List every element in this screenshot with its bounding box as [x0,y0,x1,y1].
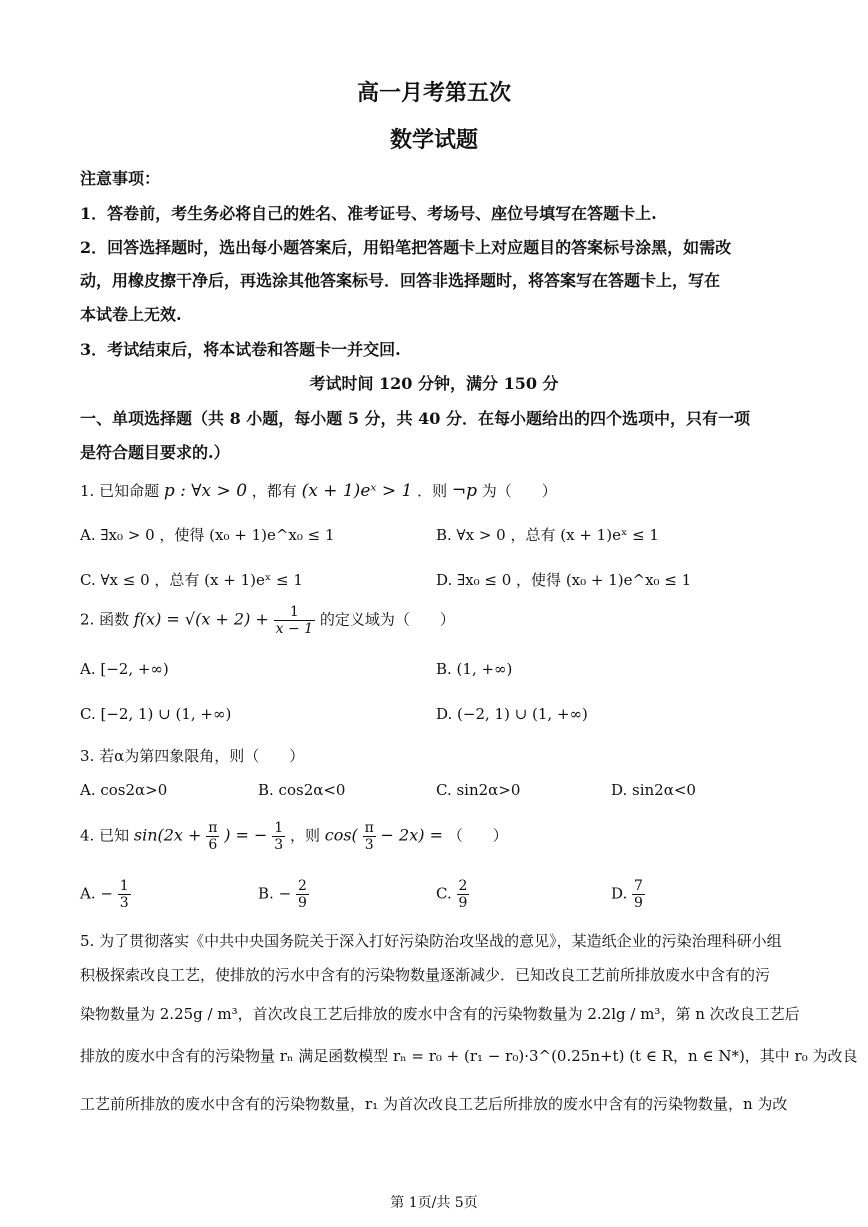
q4-option-a-sign: − [100,884,113,903]
question-2-stem [80,604,455,637]
q2-option-b: B. (1, +∞) [436,660,513,678]
section-1-line-2: 是符合题目要求的.） [80,443,230,462]
q4-option-b-denominator: 9 [297,895,307,911]
q3-option-b: B. cos2α<0 [258,781,346,799]
q4-option-c-label: C. [436,884,452,903]
q1-post: ．则 [417,482,448,500]
q4-option-b [258,878,309,911]
q3-option-a: A. cos2α>0 [80,781,168,799]
notice-item-2-line-3: 本试卷上无效. [80,305,182,324]
q2-option-a: A. [−2, +∞) [80,660,169,678]
section-1-line-1: 一、单项选择题（共 8 小题，每小题 5 分，共 40 分．在每小题给出的四个选项中，只有一项 [80,409,750,428]
q4-six-denominator: 6 [208,837,218,853]
q1-option-a: A. ∃x₀ > 0 ，使得 (x₀ + 1)e^x₀ ≤ 1 [80,526,335,544]
q1-negation: ¬p [451,481,477,501]
q4-option-d-numerator: 7 [634,878,643,894]
q1-option-b: B. ∀x > 0 ，总有 (x + 1)eˣ ≤ 1 [436,526,659,544]
q2-fraction-numerator: 1 [274,604,315,621]
question-5-line-2: 积极探索改良工艺，使排放的污水中含有的污染物数量逐渐减少．已知改良工艺前所排放废水中含有的污 [80,966,771,984]
q4-tail: （ ） [447,826,508,845]
q1-pre: 1. 已知命题 [80,482,160,500]
q3-option-d: D. sin2α<0 [611,781,696,799]
notice-item-3: 3．考试结束后，将本试卷和答题卡一并交回. [80,340,401,359]
q4-option-b-fraction [296,878,309,911]
q2-expression: f(x) = √(x + 2) + [133,609,269,629]
q4-option-b-sign: − [278,884,292,903]
q4-pi2-numerator: π [364,820,374,836]
q4-option-c [436,878,469,911]
q4-option-b-label: B. [258,884,274,903]
q1-proposition: p : ∀x > 0 [163,481,248,501]
exam-subject-title: 数学试题 [389,127,478,153]
q4-option-d-fraction [632,878,645,911]
q4-option-d-denominator: 9 [634,895,643,911]
q4-pre: 4. 已知 [80,826,130,845]
notice-item-2-line-2: 动，用橡皮擦干净后，再选涂其他答案标号．回答非选择题时，将答案写在答题卡上，写在 [80,271,721,290]
q4-pi-over-6 [206,820,219,853]
q4-option-a-denominator: 3 [119,895,129,911]
exam-title: 高一月考第五次 [356,80,511,106]
q4-pi-numerator: π [208,820,218,836]
q4-option-c-denominator: 9 [458,895,468,911]
q4-mid: ，则 [289,826,320,845]
q2-tail: 的定义域为（ ） [319,610,455,629]
q4-option-c-numerator: 2 [458,878,468,894]
q4-sin-suffix: ) = − [224,825,268,845]
q4-option-a [80,878,131,911]
q2-option-d: D. (−2, 1) ∪ (1, +∞) [436,705,588,723]
q2-pre: 2. 函数 [80,610,130,629]
q4-one-numerator: 1 [274,820,284,836]
q3-option-c: C. sin2α>0 [436,781,521,799]
question-5-line-5: 工艺前所排放的废水中含有的污染物数量，r₁ 为首次改良工艺后所排放的废水中含有的污染物数量，n 为改 [80,1095,788,1113]
q1-inequality: (x + 1)eˣ > 1 [301,481,413,501]
q4-sin-prefix: sin(2x + [133,825,202,845]
q4-cos-suffix: − 2x) = [380,825,443,845]
q4-option-d [611,878,645,911]
q4-cos-prefix: cos( [324,825,358,845]
q4-three-denominator: 3 [274,837,284,853]
question-5-line-3: 染物数量为 2.25g / m³，首次改良工艺后排放的废水中含有的污染物数量为 2.2lg / m³，第 n 次改良工艺后 [80,1005,800,1023]
q2-fraction [274,604,315,637]
notice-heading: 注意事项： [80,169,161,188]
q4-option-d-label: D. [611,884,628,903]
q1-mid: ，都有 [251,482,297,500]
question-4-stem [80,820,508,853]
notice-item-2-line-1: 2．回答选择题时，选出每小题答案后，用铅笔把答题卡上对应题目的答案标号涂黑，如需改 [80,238,732,257]
question-3-stem: 3. 若α为第四象限角，则（ ） [80,747,305,765]
q4-one-third [272,820,285,853]
q4-option-c-fraction [457,878,470,911]
q4-three2-denominator: 3 [364,837,374,853]
page-footer: 第 1页/共 5页 [390,1195,478,1211]
q4-pi-over-3 [363,820,376,853]
question-5-line-1: 5. 为了贯彻落实《中共中央国务院关于深入打好污染防治攻坚战的意见》，某造纸企业的污染治理科研小组 [80,932,782,950]
question-5-line-4: 排放的废水中含有的污染物量 rₙ 满足函数模型 rₙ = r₀ + (r₁ − r₀)·3^(0.25n+t) (t ∈ R，n ∈ N*)，其中 r₀ 为改良 [80,1047,858,1065]
q4-option-a-numerator: 1 [119,878,129,894]
q4-option-a-label: A. [80,884,96,903]
exam-time: 考试时间 120 分钟，满分 150 分 [309,374,559,393]
q1-tail: 为（ ） [481,482,557,500]
q2-fraction-denominator: x − 1 [275,621,314,637]
q1-option-d: D. ∃x₀ ≤ 0 ，使得 (x₀ + 1)e^x₀ ≤ 1 [436,571,692,589]
q1-option-c: C. ∀x ≤ 0 ，总有 (x + 1)eˣ ≤ 1 [80,571,303,589]
q4-option-a-fraction [118,878,131,911]
q4-option-b-numerator: 2 [297,878,307,894]
q2-option-c: C. [−2, 1) ∪ (1, +∞) [80,705,232,723]
question-1-stem [80,480,557,501]
notice-item-1: 1．答卷前，考生务必将自己的姓名、准考证号、考场号、座位号填写在答题卡上. [80,204,657,223]
